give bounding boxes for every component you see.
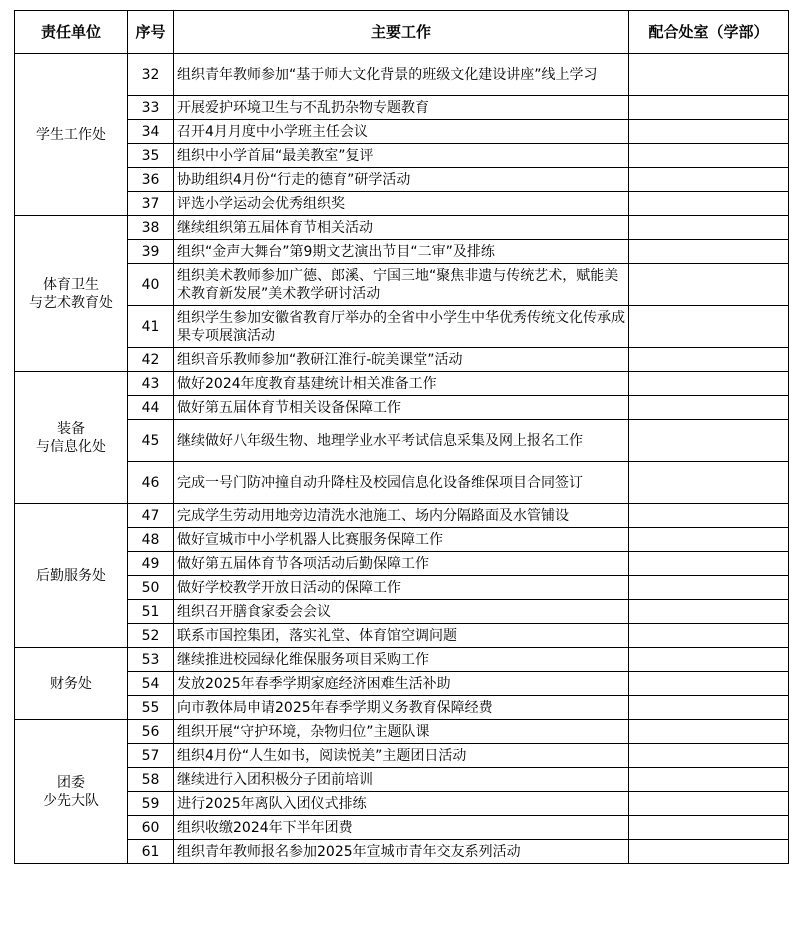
coop-cell — [629, 372, 789, 396]
coop-cell — [629, 696, 789, 720]
row-num: 45 — [128, 420, 174, 462]
coop-cell — [629, 792, 789, 816]
table-row — [15, 396, 789, 420]
unit-name-line2: 与艺术教育处 — [29, 294, 113, 311]
row-task: 向市教体局申请2025年春季学期义务教育保障经费 — [174, 696, 629, 720]
table-row — [15, 96, 789, 120]
table-row — [15, 462, 789, 504]
table-row — [15, 792, 789, 816]
unit-name: 财务处 — [50, 675, 92, 692]
work-plan-table — [14, 10, 789, 864]
header-coop: 配合处室（学部） — [629, 11, 789, 54]
row-num: 53 — [128, 648, 174, 672]
row-num: 58 — [128, 768, 174, 792]
table-row — [15, 264, 789, 306]
table-row — [15, 168, 789, 192]
row-num: 33 — [128, 96, 174, 120]
header-num: 序号 — [128, 11, 174, 54]
coop-cell — [629, 528, 789, 552]
unit-name-line2: 与信息化处 — [36, 438, 106, 455]
row-task: 组织青年教师报名参加2025年宣城市青年交友系列活动 — [174, 840, 629, 864]
coop-cell — [629, 396, 789, 420]
row-task: 做好第五届体育节相关设备保障工作 — [174, 396, 629, 420]
table-row — [15, 648, 789, 672]
row-task: 开展爱护环境卫生与不乱扔杂物专题教育 — [174, 96, 629, 120]
table-row — [15, 552, 789, 576]
coop-cell — [629, 648, 789, 672]
row-task: 做好第五届体育节各项活动后勤保障工作 — [174, 552, 629, 576]
header-row — [15, 11, 789, 54]
row-num: 51 — [128, 600, 174, 624]
coop-cell — [629, 420, 789, 462]
table-row — [15, 816, 789, 840]
header-unit: 责任单位 — [15, 11, 128, 54]
table-row — [15, 348, 789, 372]
table-row — [15, 720, 789, 744]
row-task: 组织召开膳食家委会会议 — [174, 600, 629, 624]
row-task: 召开4月月度中小学班主任会议 — [174, 120, 629, 144]
row-num: 43 — [128, 372, 174, 396]
table-row — [15, 240, 789, 264]
table-row — [15, 54, 789, 96]
row-num: 50 — [128, 576, 174, 600]
row-num: 35 — [128, 144, 174, 168]
coop-cell — [629, 144, 789, 168]
unit-cell — [15, 216, 128, 372]
header-task: 主要工作 — [174, 11, 629, 54]
row-num: 34 — [128, 120, 174, 144]
table-row — [15, 624, 789, 648]
coop-cell — [629, 348, 789, 372]
unit-cell — [15, 720, 128, 864]
row-num: 37 — [128, 192, 174, 216]
row-task: 协助组织4月份“行走的德育”研学活动 — [174, 168, 629, 192]
row-num: 44 — [128, 396, 174, 420]
row-num: 36 — [128, 168, 174, 192]
row-task: 完成学生劳动用地旁边清洗水池施工、场内分隔路面及水管铺设 — [174, 504, 629, 528]
row-task: 评选小学运动会优秀组织奖 — [174, 192, 629, 216]
table-row — [15, 504, 789, 528]
coop-cell — [629, 840, 789, 864]
table-body — [15, 54, 789, 864]
coop-cell — [629, 672, 789, 696]
row-num: 46 — [128, 462, 174, 504]
row-task: 组织中小学首届“最美教室”复评 — [174, 144, 629, 168]
coop-cell — [629, 192, 789, 216]
row-task: 继续组织第五届体育节相关活动 — [174, 216, 629, 240]
coop-cell — [629, 816, 789, 840]
row-num: 61 — [128, 840, 174, 864]
row-num: 49 — [128, 552, 174, 576]
row-task: 组织4月份“人生如书，阅读悦美”主题团日活动 — [174, 744, 629, 768]
row-task: 组织音乐教师参加“教研江淮行-皖美课堂”活动 — [174, 348, 629, 372]
coop-cell — [629, 216, 789, 240]
unit-name-line1: 团委 — [57, 774, 85, 791]
row-num: 32 — [128, 54, 174, 96]
coop-cell — [629, 168, 789, 192]
row-num: 59 — [128, 792, 174, 816]
row-task: 继续做好八年级生物、地理学业水平考试信息采集及网上报名工作 — [174, 420, 629, 462]
coop-cell — [629, 306, 789, 348]
table-header — [15, 11, 789, 54]
row-task: 组织开展“守护环境，杂物归位”主题队课 — [174, 720, 629, 744]
table-row — [15, 144, 789, 168]
table-row — [15, 744, 789, 768]
coop-cell — [629, 552, 789, 576]
table-row — [15, 840, 789, 864]
row-task: 继续进行入团积极分子团前培训 — [174, 768, 629, 792]
unit-cell — [15, 504, 128, 648]
unit-name-line1: 体育卫生 — [43, 276, 99, 293]
table-row — [15, 192, 789, 216]
row-task: 组织美术教师参加广德、郎溪、宁国三地“聚焦非遗与传统艺术，赋能美术教育新发展”美术教学研讨活动 — [174, 264, 629, 306]
row-num: 56 — [128, 720, 174, 744]
unit-cell — [15, 372, 128, 504]
row-task: 进行2025年离队入团仪式排练 — [174, 792, 629, 816]
row-num: 48 — [128, 528, 174, 552]
row-task: 做好2024年度教育基建统计相关准备工作 — [174, 372, 629, 396]
unit-name-line2: 少先大队 — [43, 792, 99, 809]
coop-cell — [629, 720, 789, 744]
row-task: 组织青年教师参加“基于师大文化背景的班级文化建设讲座”线上学习 — [174, 54, 629, 96]
coop-cell — [629, 600, 789, 624]
row-task: 做好宣城市中小学机器人比赛服务保障工作 — [174, 528, 629, 552]
table-row — [15, 672, 789, 696]
coop-cell — [629, 504, 789, 528]
row-num: 40 — [128, 264, 174, 306]
row-task: 组织收缴2024年下半年团费 — [174, 816, 629, 840]
row-num: 55 — [128, 696, 174, 720]
table-row — [15, 372, 789, 396]
table-row — [15, 216, 789, 240]
row-num: 60 — [128, 816, 174, 840]
coop-cell — [629, 624, 789, 648]
table-row — [15, 576, 789, 600]
row-task: 发放2025年春季学期家庭经济困难生活补助 — [174, 672, 629, 696]
row-task: 做好学校教学开放日活动的保障工作 — [174, 576, 629, 600]
row-num: 39 — [128, 240, 174, 264]
row-num: 42 — [128, 348, 174, 372]
row-task: 组织学生参加安徽省教育厅举办的全省中小学生中华优秀传统文化传承成果专项展演活动 — [174, 306, 629, 348]
row-task: 完成一号门防冲撞自动升降柱及校园信息化设备维保项目合同签订 — [174, 462, 629, 504]
coop-cell — [629, 96, 789, 120]
row-task: 组织“金声大舞台”第9期文艺演出节目“二审”及排练 — [174, 240, 629, 264]
coop-cell — [629, 576, 789, 600]
coop-cell — [629, 54, 789, 96]
unit-cell — [15, 648, 128, 720]
row-task: 继续推进校园绿化维保服务项目采购工作 — [174, 648, 629, 672]
row-num: 38 — [128, 216, 174, 240]
table-row — [15, 120, 789, 144]
unit-name: 后勤服务处 — [36, 567, 106, 584]
coop-cell — [629, 264, 789, 306]
row-num: 54 — [128, 672, 174, 696]
table-row — [15, 600, 789, 624]
table-row — [15, 420, 789, 462]
table-row — [15, 696, 789, 720]
table-row — [15, 528, 789, 552]
row-task: 联系市国控集团，落实礼堂、体育馆空调问题 — [174, 624, 629, 648]
unit-name-line1: 装备 — [57, 420, 85, 437]
coop-cell — [629, 120, 789, 144]
table-row — [15, 768, 789, 792]
unit-name: 学生工作处 — [36, 126, 106, 143]
row-num: 41 — [128, 306, 174, 348]
coop-cell — [629, 240, 789, 264]
coop-cell — [629, 462, 789, 504]
coop-cell — [629, 744, 789, 768]
row-num: 52 — [128, 624, 174, 648]
row-num: 57 — [128, 744, 174, 768]
table-row — [15, 306, 789, 348]
row-num: 47 — [128, 504, 174, 528]
unit-cell — [15, 54, 128, 216]
coop-cell — [629, 768, 789, 792]
